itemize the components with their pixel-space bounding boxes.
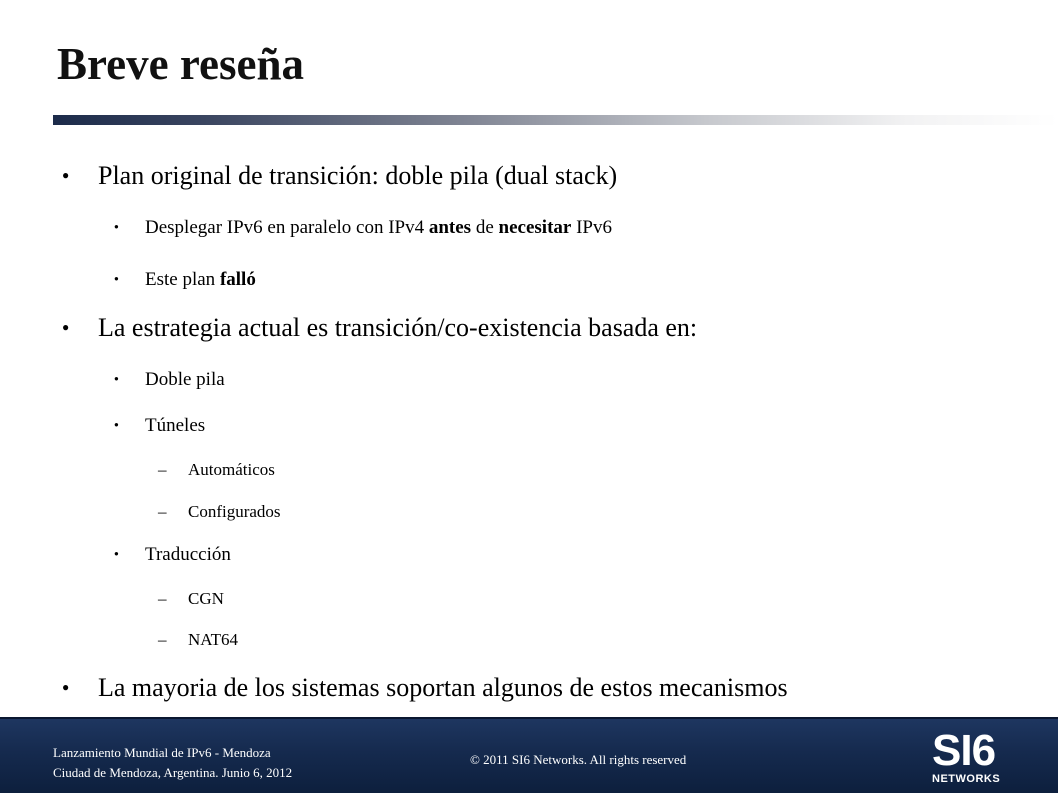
- bullet-dot-icon: ●: [114, 222, 119, 231]
- bullet-dot-icon: ●: [62, 320, 70, 334]
- bullet-cgn: [158, 588, 224, 610]
- dash-icon: –: [158, 589, 167, 608]
- bullet-text: Automáticos: [188, 460, 275, 479]
- bullet-dot-icon: ●: [114, 374, 119, 383]
- bullet-tunnels: [114, 414, 206, 438]
- bullet-text: La mayoria de los sistemas soportan algunos de estos mecanismos: [98, 673, 788, 702]
- bullet-text: Traducción: [145, 544, 231, 565]
- bullet-text: Túneles: [145, 415, 206, 436]
- footer-event-name: Lanzamiento Mundial de IPv6 - Mendoza: [53, 745, 271, 760]
- bullet-text: NAT64: [188, 630, 239, 649]
- bullet-text: Configurados: [188, 502, 281, 521]
- bullet-deploy-ipv6: [114, 216, 612, 240]
- bullet-dot-icon: ●: [62, 680, 70, 694]
- slide-title: Breve reseña: [57, 39, 305, 89]
- logo-wordmark: SI6: [932, 726, 996, 775]
- bullet-text: Plan original de transición: doble pila (dual stack): [98, 161, 618, 190]
- bullet-text-pre: Este plan: [145, 269, 220, 290]
- footer-copyright: © 2011 SI6 Networks. All rights reserved: [470, 752, 687, 767]
- bullet-text: Doble pila: [145, 369, 225, 390]
- slide-footer: [0, 717, 1058, 793]
- dash-icon: –: [158, 502, 167, 521]
- bullet-dot-icon: ●: [114, 549, 119, 558]
- bullet-text: CGN: [188, 589, 224, 608]
- bullet-transition-plan: [62, 161, 618, 191]
- bullet-nat64: [158, 629, 239, 651]
- bullet-dual-stack: [114, 368, 225, 392]
- bullet-configured: [158, 501, 281, 523]
- si6-networks-logo: [932, 726, 1004, 788]
- bullet-automatic: [158, 459, 275, 481]
- bullet-dot-icon: ●: [62, 168, 70, 182]
- dash-icon: –: [158, 460, 167, 479]
- bullet-dot-icon: ●: [114, 420, 119, 429]
- logo-subtitle: NETWORKS: [932, 773, 1001, 785]
- bullet-current-strategy: [62, 313, 698, 343]
- footer-event-info: [53, 743, 292, 783]
- bullet-text-bold-fallo: falló: [219, 269, 256, 290]
- footer-event-location: Ciudad de Mendoza, Argentina. Junio 6, 2012: [53, 765, 293, 780]
- bullet-text-mid: de: [471, 217, 499, 238]
- bullet-dot-icon: ●: [114, 274, 119, 283]
- dash-icon: –: [158, 630, 167, 649]
- bullet-text-post: IPv6: [571, 217, 612, 238]
- bullet-most-systems: [62, 673, 788, 703]
- bullet-text-bold-necesitar: necesitar: [498, 217, 572, 238]
- bullet-text: La estrategia actual es transición/co-existencia basada en:: [98, 313, 698, 342]
- bullet-text-pre: Desplegar IPv6 en paralelo con IPv4: [145, 217, 429, 238]
- bullet-translation: [114, 543, 231, 567]
- bullet-text-bold-antes: antes: [428, 217, 472, 238]
- title-divider: [53, 115, 1058, 125]
- bullet-plan-failed: [114, 268, 256, 292]
